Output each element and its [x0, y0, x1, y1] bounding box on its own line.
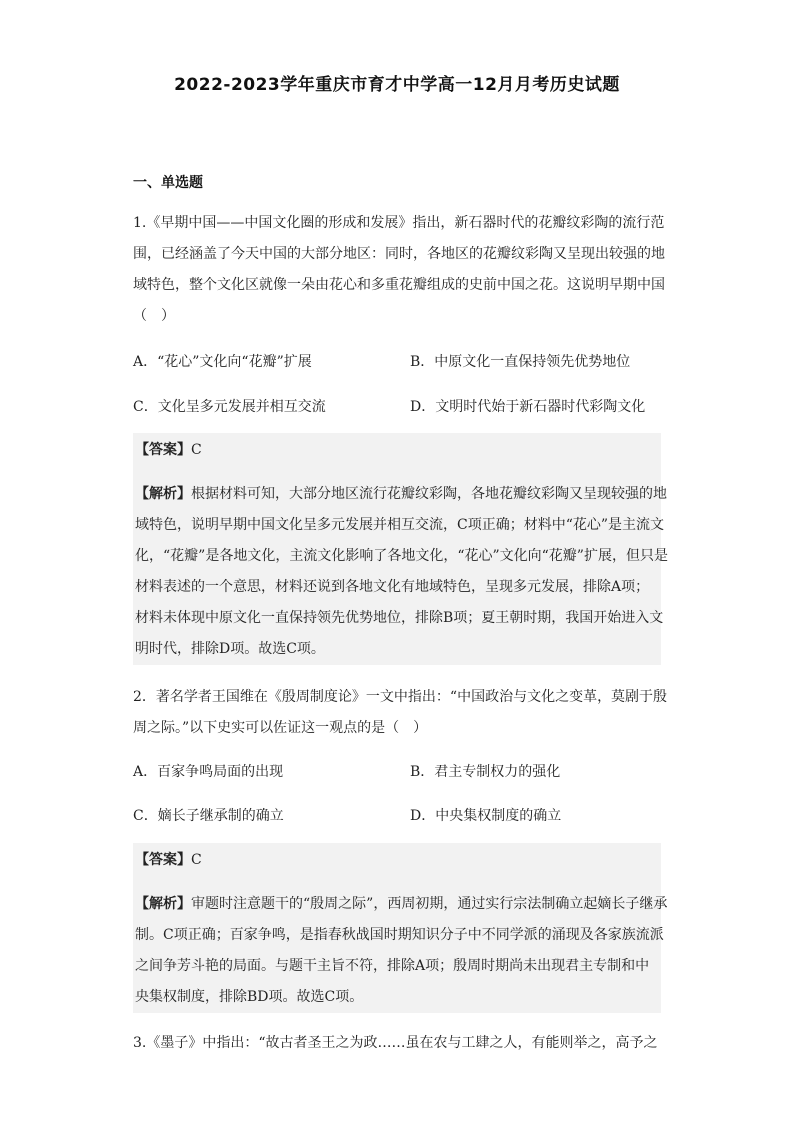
- question-2-answer: [135, 845, 661, 876]
- question-2-analysis-line: 央集权制度，排除BD项。故选C项。: [135, 989, 364, 1005]
- answer-value: C: [191, 852, 202, 868]
- question-2-analysis-line: 之间争芳斗艳的局面。与题干主旨不符，排除A项；殷周时期尚未出现君主专制和中: [135, 958, 650, 974]
- question-1-analysis-line: 域特色，说明早期中国文化呈多元发展并相互交流，C项正确；材料中“花心”是主流文: [135, 517, 665, 533]
- question-1-analysis-line: 材料表述的一个意思，材料还说到各地文化有地域特色，呈现多元发展，排除A项；: [135, 579, 650, 595]
- question-3-stem: [133, 1028, 661, 1059]
- question-2-analysis-line: 【解析】审题时注意题干的“殷周之际”，西周初期，通过实行宗法制确立起嫡长子继承: [135, 896, 668, 912]
- question-1-analysis-line: 【解析】根据材料可知，大部分地区流行花瓣纹彩陶，各地花瓣纹彩陶又呈现较强的地: [135, 486, 667, 502]
- question-1-option-d: D．文明时代始于新石器时代彩陶文化: [410, 399, 646, 415]
- question-1-line: 1.《早期中国——中国文化圈的形成和发展》指出，新石器时代的花瓣纹彩陶的流行范: [133, 215, 665, 231]
- answer-tag: 【答案】: [135, 852, 191, 868]
- question-2-option-c: C．嫡长子继承制的确立: [133, 808, 284, 824]
- question-2-option-a: A．百家争鸣局面的出现: [133, 764, 284, 780]
- answer-tag: 【答案】: [135, 442, 191, 458]
- question-2-option-b: B．君主专制权力的强化: [410, 764, 561, 780]
- question-1-line: 围，已经涵盖了今天中国的大部分地区：同时，各地区的花瓣纹彩陶又呈现出较强的地: [133, 246, 665, 262]
- question-1-analysis-line: 化，“花瓣”是各地文化，主流文化影响了各地文化，“花心”文化向“花瓣”扩展，但只是: [135, 548, 668, 564]
- question-3-line: 3.《墨子》中指出：“故古者圣王之为政……虽在农与工肆之人，有能则举之，高予之: [133, 1035, 658, 1051]
- document-title: 2022-2023学年重庆市育才中学高一12月月考历史试题: [174, 75, 620, 95]
- question-2-answer-box: [133, 843, 668, 1013]
- section-heading: 一、单选题: [133, 175, 203, 191]
- question-2-line: 2．著名学者王国维在《殷周制度论》一文中指出：“中国政治与文化之变革，莫剧于殷: [133, 689, 668, 705]
- question-2-option-d: D．中央集权制度的确立: [410, 808, 562, 824]
- question-2-analysis-line: 制。C项正确；百家争鸣，是指春秋战国时期知识分子中不同学派的涌现及各家族流派: [135, 927, 664, 943]
- question-1-line: 域特色，整个文化区就像一朵由花心和多重花瓣组成的史前中国之花。这说明早期中国: [133, 277, 665, 293]
- question-2-stem: [133, 682, 668, 744]
- question-1-option-b: B．中原文化一直保持领先优势地位: [410, 354, 631, 370]
- question-1-analysis-line: 材料未体现中原文化一直保持领先优势地位，排除B项；夏王朝时期，我国开始进入文: [135, 610, 664, 626]
- analysis-tag: 【解析】: [135, 896, 191, 912]
- question-1-option-c: C．文化呈多元发展并相互交流: [133, 399, 326, 415]
- answer-value: C: [191, 442, 202, 458]
- question-1-answer: [135, 435, 661, 466]
- question-1-line: （ ）: [133, 308, 175, 324]
- question-2-line: 周之际。”以下史实可以佐证这一观点的是（ ）: [133, 720, 428, 736]
- analysis-tag: 【解析】: [135, 486, 191, 502]
- question-1-analysis-line: 明时代，排除D项。故选C项。: [135, 641, 325, 657]
- question-1-answer-box: [133, 433, 668, 665]
- question-1-stem: [133, 208, 665, 332]
- question-1-option-a: A．“花心”文化向“花瓣”扩展: [133, 354, 312, 370]
